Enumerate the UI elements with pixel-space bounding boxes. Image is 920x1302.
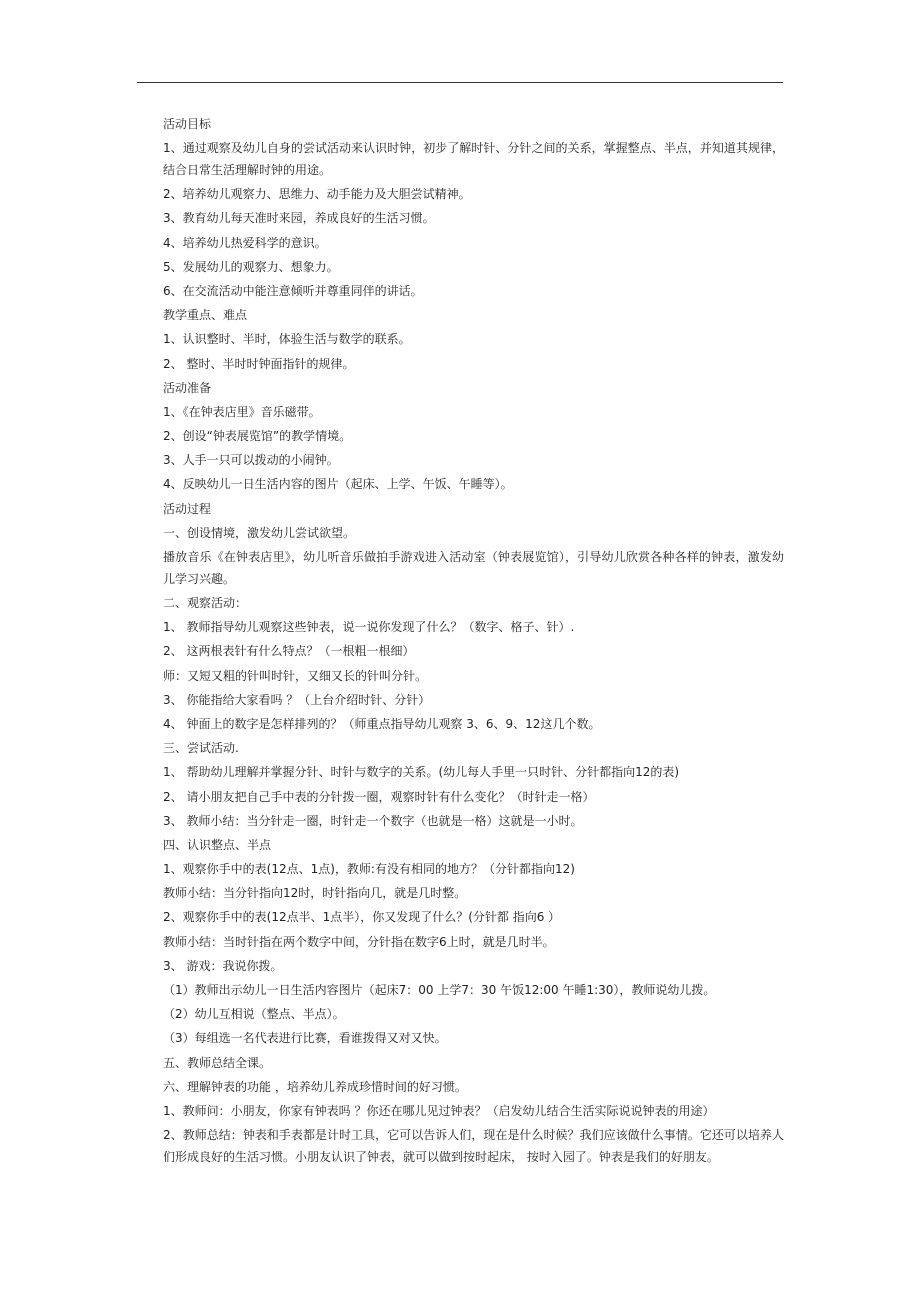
paragraph-line: 1、 教师指导幼儿观察这些钟表，说一说你发现了什么？（数字、格子、针）. [163, 620, 575, 635]
paragraph-line: 三、尝试活动. [163, 741, 239, 756]
paragraph-line: 2、 请小朋友把自己手中表的分针拨一圈，观察时针有什么变化？（时针走一格） [163, 789, 595, 804]
document-body [138, 112, 784, 1169]
paragraph-line: 活动准备 [163, 380, 212, 395]
paragraph-line: 3、 你能指给大家看吗 ？（上台介绍时针、分针） [163, 692, 431, 707]
header-divider [137, 82, 783, 83]
paragraph-line: 2、 整时、半时时钟面指针的规律。 [163, 356, 355, 371]
paragraph-line: 4、培养幼儿热爱科学的意识。 [163, 235, 327, 250]
paragraph-line: （3）每组选一名代表进行比赛，看谁拨得又对又快。 [163, 1031, 447, 1046]
paragraph-line: 3、人手一只可以拨动的小闹钟。 [163, 453, 339, 468]
paragraph-line: 1、 帮助幼儿理解并掌握分针、时针与数字的关系。(幼儿每人手里一只时针、分针都指向12的表) [163, 765, 680, 780]
paragraph-line: 1、认识整时、半时，体验生活与数学的联系。 [163, 332, 411, 347]
paragraph-line: 1、观察你手中的表(12点、1点)，教师:有没有相同的地方？（分针都指向12) [163, 862, 575, 877]
paragraph-line: 3、 教师小结：当分针走一圈，时针走一个数字（也就是一格）这就是一小时。 [163, 813, 583, 828]
paragraph-line: 2、 这两根表针有什么特点？（一根粗一根细） [163, 644, 415, 659]
paragraph-line: 6、在交流活动中能注意倾听并尊重同伴的讲话。 [163, 283, 423, 298]
paragraph-line: 1、《在钟表店里》音乐磁带。 [163, 404, 321, 419]
paragraph-line: 2、创设“钟表展览馆”的教学情境。 [163, 429, 352, 444]
paragraph-line: 一、创设情境，激发幼儿尝试欲望。 [163, 525, 356, 540]
paragraph-line: 四、认识整点、半点 [163, 837, 272, 852]
paragraph-line: 师：又短又粗的针叫时针，又细又长的针叫分针。 [163, 668, 428, 683]
paragraph-line: （1）教师出示幼儿一日生活内容图片（起床7：00 上学7：30 午饭12:00 午睡1:30），教师说幼儿拨。 [163, 983, 716, 997]
paragraph-line: 播放音乐《在钟表店里》，幼儿听音乐做拍手游戏进入活动室（钟表展览馆），引导幼儿欣赏各种各样的钟表，激发幼儿学习兴趣。 [163, 550, 784, 586]
paragraph-line: 五、教师总结全课。 [163, 1055, 272, 1070]
paragraph-line: 1、教师问：小朋友，你家有钟表吗 ？你还在哪儿见过钟表？（启发幼儿结合生活实际说说钟表的用途） [163, 1103, 715, 1118]
paragraph-line: 活动目标 [163, 117, 212, 131]
paragraph-line: 教师小结：当时针指在两个数字中间，分针指在数字6上时，就是几时半。 [163, 934, 555, 949]
paragraph-line: 二、观察活动： [163, 596, 248, 610]
paragraph-line: 活动过程 [163, 501, 212, 516]
paragraph-line: 4、 钟面上的数字是怎样排列的？（师重点指导幼儿观察 3、6、9、12这几个数。 [163, 716, 601, 731]
paragraph-line: 3、 游戏：我说你拨。 [163, 958, 283, 973]
paragraph-line: 教学重点、难点 [163, 308, 248, 323]
paragraph-line: 3、教育幼儿每天准时来园，养成良好的生活习惯。 [163, 211, 435, 226]
paragraph-line: （2）幼儿互相说（整点、半点）。 [163, 1007, 345, 1022]
paragraph-line: 1、通过观察及幼儿自身的尝试活动来认识时钟，初步了解时针、分针之间的关系，掌握整点、半点，并知道其规律，结合日常生活理解时钟的用途。 [163, 141, 784, 178]
paragraph-line: 2、教师总结：钟表和手表都是计时工具，它可以告诉人们，现在是什么时候？我们应该做什么事情。它还可以培养人们形成良好的生活习惯。小朋友认识了钟表，就可以做到按时起床， 按时入园了。钟表是我们的好朋友。 [163, 1128, 784, 1165]
paragraph-line: 教师小结：当分针指向12时，时针指向几，就是几时整。 [163, 886, 467, 901]
paragraph-line: 2、培养幼儿观察力、思维力、动手能力及大胆尝试精神。 [163, 187, 471, 202]
paragraph-line: 六、理解钟表的功能 ，培养幼儿养成珍惜时间的好习惯。 [163, 1079, 467, 1094]
paragraph-line: 2、观察你手中的表(12点半、1点半），你又发现了什么？(分针都 指向6 ） [163, 910, 561, 925]
paragraph-line: 5、发展幼儿的观察力、想象力。 [163, 259, 339, 274]
paragraph-line: 4、反映幼儿一日生活内容的图片（起床、上学、午饭、午睡等）。 [163, 477, 513, 492]
